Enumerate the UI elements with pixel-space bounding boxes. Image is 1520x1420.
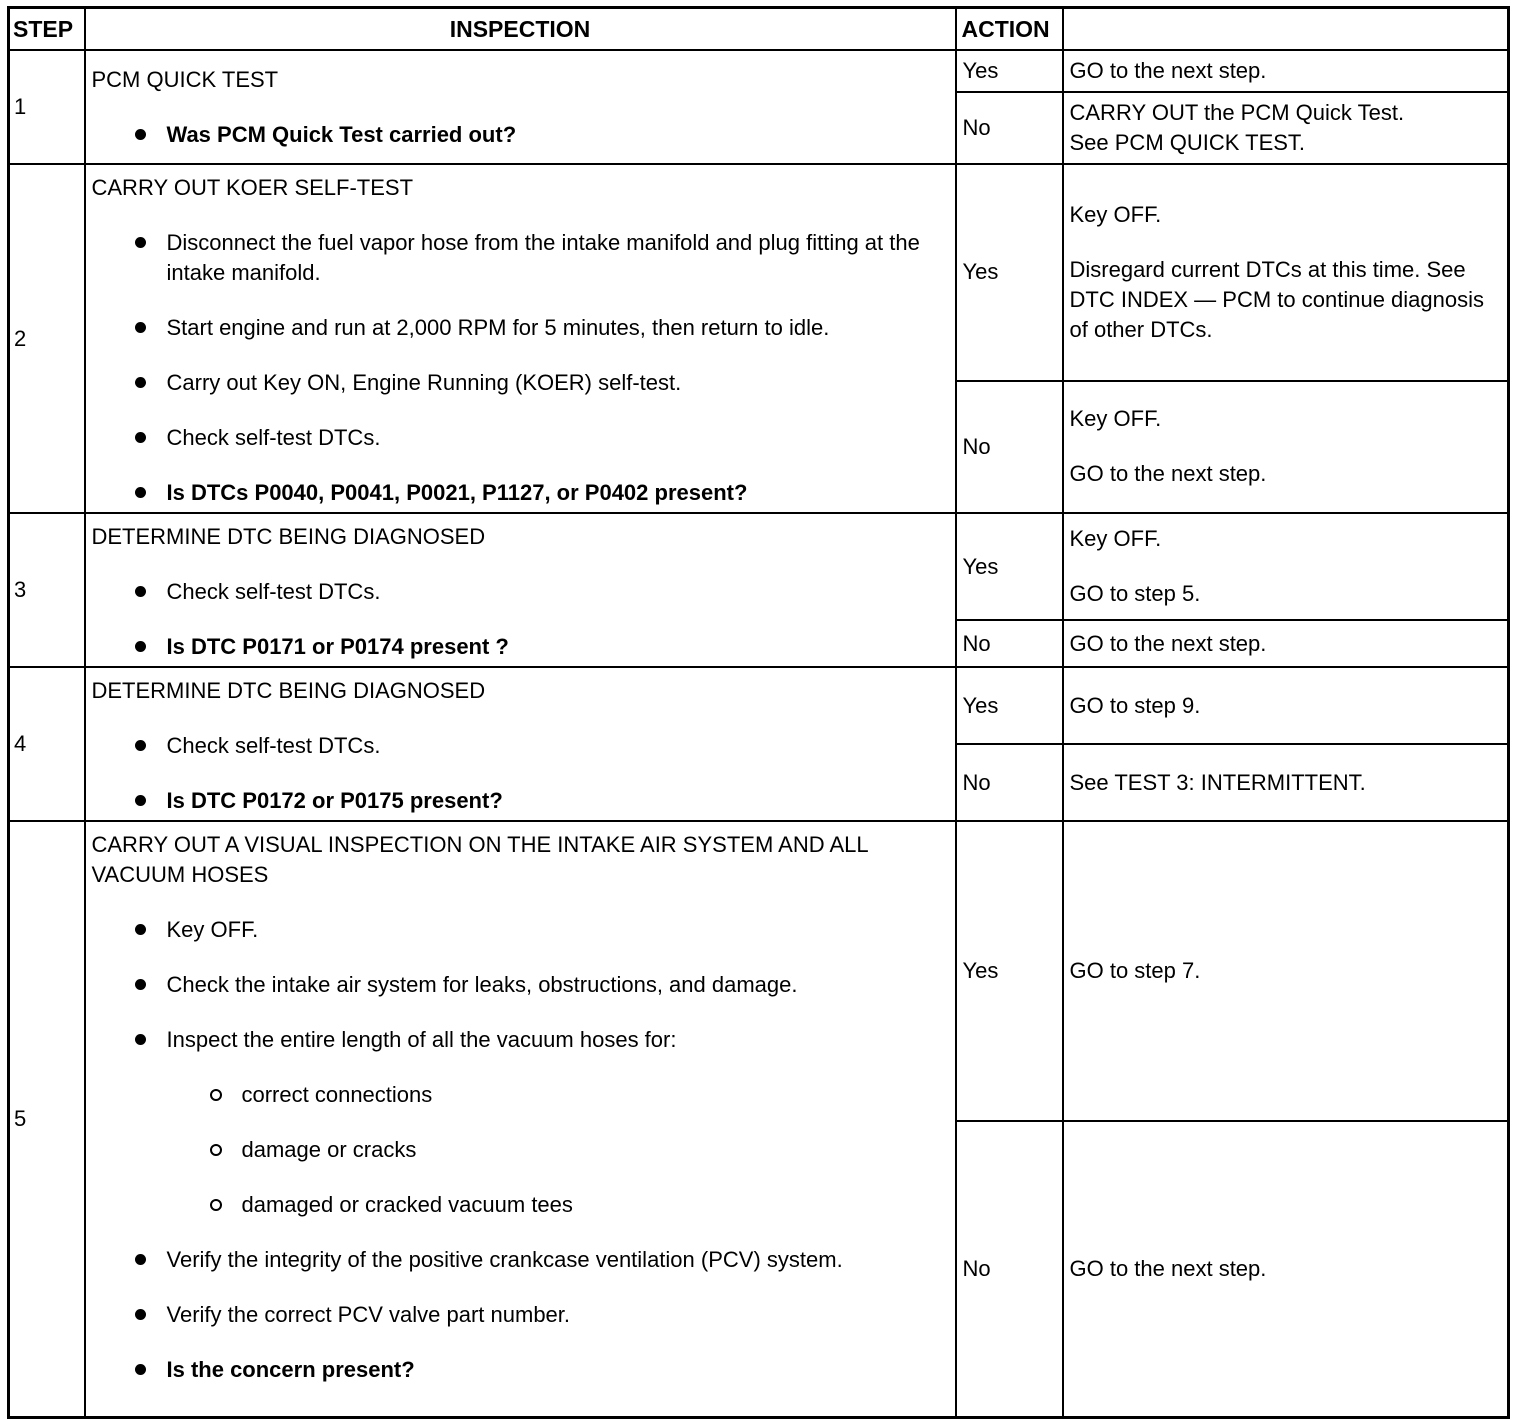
step-5-bullet-2: Check the intake air system for leaks, obstructions, and damage. [132, 970, 949, 1000]
step-5-title: CARRY OUT A VISUAL INSPECTION ON THE INTAKE AIR SYSTEM AND ALL VACUUM HOSES [91, 832, 868, 887]
step-1-question: Was PCM Quick Test carried out? [132, 120, 949, 150]
step-1-yes-action [1063, 50, 1509, 92]
step-3-yes-action-line-1: Key OFF. [1069, 526, 1162, 552]
step-1-yes-row [9, 50, 1509, 92]
step-1-no-action-line-1: CARRY OUT the PCM Quick Test. [1069, 100, 1405, 125]
step-3-no-action [1063, 620, 1509, 667]
step-4-no-action-line-1: See TEST 3: INTERMITTENT. [1069, 769, 1366, 795]
step-3-yes-action [1063, 513, 1509, 620]
step-1-yes-label: Yes [956, 50, 1063, 92]
step-1-number: 1 [9, 50, 85, 164]
step-3-bullet-1: Check self-test DTCs. [132, 577, 949, 607]
step-5-no-action [1063, 1121, 1509, 1417]
step-5-no-label: No [956, 1121, 1063, 1417]
diagnostic-table [7, 6, 1510, 1419]
step-3-yes-row [9, 513, 1509, 620]
step-2-no-action [1063, 381, 1509, 513]
step-4-question: Is DTC P0172 or P0175 present? [132, 786, 949, 816]
diagnostic-table-sheet [7, 6, 1507, 1413]
step-2-bullet-1: Disconnect the fuel vapor hose from the intake manifold and plug fitting at the intake manifold. [132, 228, 949, 288]
step-4-inspection [85, 667, 956, 821]
step-5-question: Is the concern present? [132, 1355, 949, 1385]
step-1-inspection [85, 50, 956, 164]
step-5-bullet-1: Key OFF. [132, 915, 949, 945]
step-2-yes-row [9, 164, 1509, 381]
step-4-no-action [1063, 744, 1509, 821]
step-2-inspection [85, 164, 956, 513]
step-3-title: DETERMINE DTC BEING DIAGNOSED [91, 524, 486, 549]
step-5-number: 5 [9, 821, 85, 1417]
step-3-number: 3 [9, 513, 85, 667]
step-2-no-action-line-1: Key OFF. [1069, 406, 1162, 432]
step-4-yes-row [9, 667, 1509, 744]
step-2-no-action-line-2: GO to the next step. [1069, 461, 1267, 487]
step-1-yes-action-line-1: GO to the next step. [1069, 58, 1267, 83]
step-4-title: DETERMINE DTC BEING DIAGNOSED [91, 678, 486, 703]
step-2-bullet-4: Check self-test DTCs. [132, 423, 949, 453]
step-2-yes-label: Yes [956, 164, 1063, 381]
step-4-number: 4 [9, 667, 85, 821]
step-3-question: Is DTC P0171 or P0174 present ? [132, 632, 949, 662]
step-3-no-label: No [956, 620, 1063, 667]
step-4-yes-action-line-1: GO to step 9. [1069, 692, 1201, 718]
step-2-bullet-2: Start engine and run at 2,000 RPM for 5 minutes, then return to idle. [132, 313, 949, 343]
step-2-yes-action [1063, 164, 1509, 381]
step-1-no-label: No [956, 92, 1063, 164]
step-1-title: PCM QUICK TEST [91, 67, 279, 92]
header-blank [1063, 8, 1509, 51]
step-2-title: CARRY OUT KOER SELF-TEST [91, 175, 414, 200]
step-1-no-action-line-2: See PCM QUICK TEST. [1069, 130, 1306, 155]
header-row [9, 8, 1509, 51]
step-2-no-label: No [956, 381, 1063, 513]
step-2-bullet-3: Carry out Key ON, Engine Running (KOER) self-test. [132, 368, 949, 398]
step-4-bullet-1: Check self-test DTCs. [132, 731, 949, 761]
step-2-question: Is DTCs P0040, P0041, P0021, P1127, or P0402 present? [132, 478, 949, 508]
step-5-bullet-3: Inspect the entire length of all the vacuum hoses for: [132, 1025, 949, 1055]
step-5-sub-bullet-3: damaged or cracked vacuum tees [207, 1190, 949, 1220]
step-4-yes-label: Yes [956, 667, 1063, 744]
step-1-no-action [1063, 92, 1509, 164]
step-5-sub-bullet-1: correct connections [207, 1080, 949, 1110]
step-3-yes-action-line-2: GO to step 5. [1069, 581, 1201, 607]
step-4-yes-action [1063, 667, 1509, 744]
step-2-yes-action-line-1: Key OFF. [1069, 201, 1162, 227]
step-5-yes-action-line-1: GO to step 7. [1069, 958, 1201, 983]
step-5-yes-label: Yes [956, 821, 1063, 1121]
step-5-bullet-5: Verify the correct PCV valve part number. [132, 1300, 949, 1330]
step-5-yes-action [1063, 821, 1509, 1121]
step-3-no-action-line-1: GO to the next step. [1069, 630, 1267, 656]
header-action: ACTION [956, 8, 1063, 51]
step-5-no-action-line-1: GO to the next step. [1069, 1255, 1267, 1281]
step-5-yes-row [9, 821, 1509, 1121]
step-5-sub-bullet-2: damage or cracks [207, 1135, 949, 1165]
step-3-yes-label: Yes [956, 513, 1063, 620]
header-step: STEP [9, 8, 85, 51]
step-2-yes-action-line-2: Disregard current DTCs at this time. See DTC INDEX — PCM to continue diagnosis of other DTCs. [1069, 256, 1484, 342]
step-5-inspection [85, 821, 956, 1417]
step-2-number: 2 [9, 164, 85, 513]
step-5-bullet-4: Verify the integrity of the positive crankcase ventilation (PCV) system. [132, 1245, 949, 1275]
step-4-no-label: No [956, 744, 1063, 821]
step-3-inspection [85, 513, 956, 667]
header-inspection: INSPECTION [85, 8, 956, 51]
